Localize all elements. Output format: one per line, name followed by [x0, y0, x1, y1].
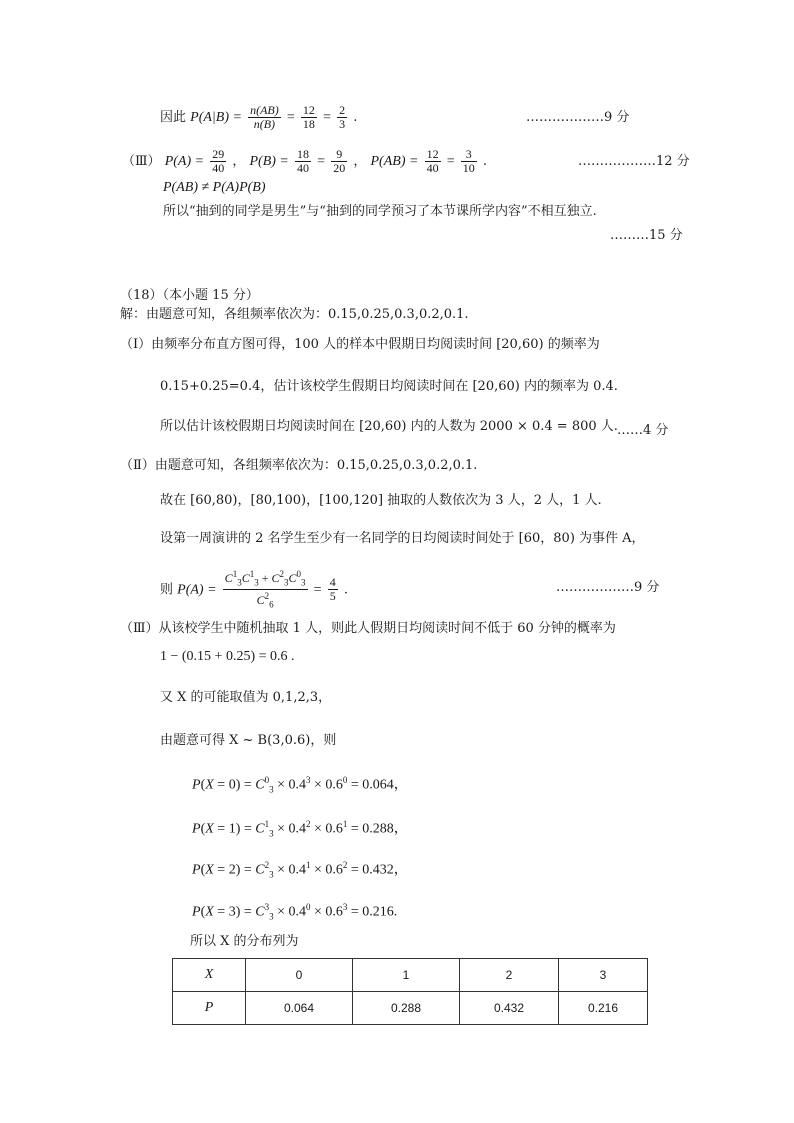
row-label-p: P — [173, 992, 246, 1025]
period: . — [353, 110, 358, 125]
table-row-x — [173, 959, 648, 992]
prob-x3: $P(X = 3) = C^3_3 \times 0.4^0 \times 0.6^3 = 0.216$. — [192, 902, 398, 922]
cond-fraction-2: $\frac{12}{18}$ — [302, 103, 315, 131]
cond-prefix: 因此 — [160, 110, 187, 125]
cond-lhs: P(A|B) = — [190, 110, 242, 125]
pa-fraction: $\frac{29}{40}$ — [212, 147, 225, 175]
period: . — [482, 154, 488, 169]
pab-lhs: P(AB) = — [370, 154, 419, 169]
table-cell: 0.064 — [246, 992, 353, 1025]
score-9b: ………………9 分 — [556, 580, 660, 595]
iii-probs-line — [122, 148, 487, 175]
cond-fraction-3: $\frac{2}{3}$ — [339, 103, 346, 131]
pab-fraction-2: $\frac{3}{10}$ — [462, 147, 475, 175]
distribution-table — [172, 958, 648, 1025]
part-i-line3: 所以估计该校假期日均阅读时间在 [20,60) 内的人数为 2000 × 0.4 = 800 人. — [160, 419, 618, 434]
score-4: ……4 分 — [617, 423, 669, 438]
part-i-line2: 0.15+0.25=0.4，估计该校学生假期日均阅读时间在 [20,60) 内的频率为 0.4. — [160, 379, 618, 394]
separator: ， — [353, 154, 367, 169]
pb-fraction-1: $\frac{18}{40}$ — [297, 147, 310, 175]
eq-sign: = — [286, 110, 295, 125]
table-cell: 1 — [353, 959, 460, 992]
separator: ， — [232, 154, 246, 169]
prob-x1: $P(X = 1) = C^1_3 \times 0.4^2 \times 0.6^1 = 0.288$， — [192, 819, 408, 839]
q18-header: （18）（本小题 15 分） — [120, 288, 259, 303]
part-i-line1: （Ⅰ）由频率分布直方图可得，100 人的样本中假期日均阅读时间 [20,60) 的频率为 — [120, 337, 600, 352]
part-ii-line1: （Ⅱ）由题意可知，各组频率依次为：0.15,0.25,0.3,0.2,0.1. — [120, 458, 478, 473]
score-12: ………………12 分 — [578, 154, 690, 169]
score-15: ………15 分 — [610, 228, 683, 243]
prob-x2: $P(X = 2) = C^2_3 \times 0.4^1 \times 0.6^2 = 0.432$， — [192, 860, 408, 880]
table-cell: 0.288 — [353, 992, 460, 1025]
table-cell: 0 — [246, 959, 353, 992]
pa-lhs: P(A) = — [164, 154, 205, 169]
inequality: P(AB) ≠ P(A)P(B) — [163, 180, 266, 195]
prefix: 则 — [160, 582, 174, 598]
pb-lhs: P(B) = — [249, 154, 289, 169]
row-label-x: X — [173, 959, 246, 992]
part-iii-line3: 又 X 的可能取值为 0,1,2,3， — [160, 690, 332, 705]
dist-title: 所以 X 的分布列为 — [190, 934, 299, 949]
cond-fraction-1: $\frac{n(AB)}{n(B)}$ — [250, 103, 279, 131]
eq-sign: = — [446, 154, 455, 169]
section-label: （Ⅲ） — [122, 154, 161, 169]
part-ii-line2: 故在 [60,80)，[80,100)，[100,120] 抽取的人数依次为 3 人，2 人，1 人. — [160, 493, 602, 508]
eq-sign: = — [313, 582, 322, 598]
table-cell: 2 — [460, 959, 559, 992]
cond-prob-line — [160, 104, 357, 131]
pa-lhs: P(A) = — [177, 582, 217, 598]
combination-fraction: $\frac{C^1_3C^1_3 + C^2_3C^0_3}{C^2_6}$ — [224, 569, 306, 610]
conclusion-text: 所以“抽到的同学是男生”与“抽到的同学预习了本节课所学内容”不相互独立. — [163, 204, 597, 219]
table-row-p — [173, 992, 648, 1025]
eq-sign: = — [317, 154, 326, 169]
period: . — [343, 582, 348, 598]
prob-x0: $P(X = 0) = C^0_3 \times 0.4^3 \times 0.6^0 = 0.064$， — [192, 775, 408, 795]
eq-sign: = — [323, 110, 331, 125]
table-cell: 0.432 — [460, 992, 559, 1025]
pab-fraction-1: $\frac{12}{40}$ — [426, 147, 439, 175]
table-cell: 3 — [559, 959, 648, 992]
part-iii-line4: 由题意可得 X ~ B(3,0.6)，则 — [160, 733, 337, 748]
part-iii-line2: 1 − (0.15 + 0.25) = 0.6 . — [160, 649, 295, 664]
table-cell: 0.216 — [559, 992, 648, 1025]
part-ii-prob-line — [160, 568, 348, 612]
part-iii-line1: （Ⅲ）从该校学生中随机抽取 1 人，则此人假期日均阅读时间不低于 60 分钟的概率为 — [120, 621, 616, 636]
score-9: ………………9 分 — [526, 110, 630, 125]
solution-intro: 解：由题意可知，各组频率依次为：0.15,0.25,0.3,0.2,0.1. — [120, 307, 469, 322]
result-fraction: $\frac{4}{5}$ — [329, 575, 336, 604]
part-ii-line3: 设第一周演讲的 2 名学生至少有一名同学的日均阅读时间处于 [60，80) 为事件 A， — [160, 531, 645, 546]
pb-fraction-2: $\frac{9}{20}$ — [333, 147, 346, 175]
